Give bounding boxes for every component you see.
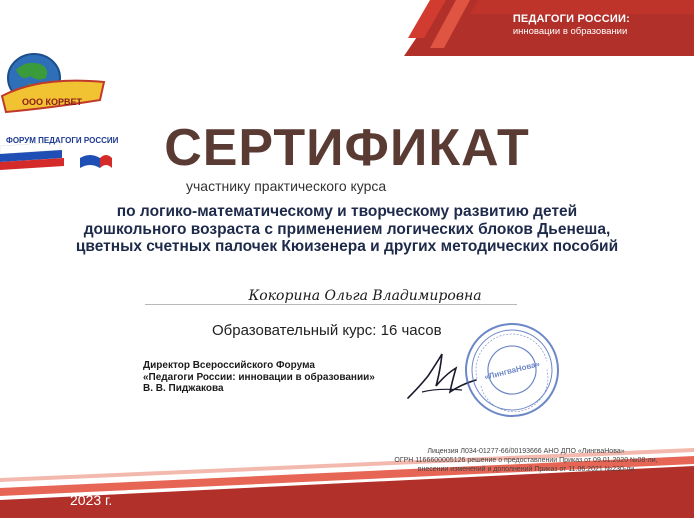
license-info [376, 447, 676, 474]
organization-stamp [462, 320, 562, 420]
forum-logo-text: ФОРУМ ПЕДАГОГИ РОССИИ [6, 136, 119, 145]
certificate-subtitle: участнику практического курса [186, 178, 387, 194]
recipient-name: Кокорина Ольга Владимировна [248, 288, 482, 304]
license-line2: ОГРН 1166600005126 решение о предоставлении Приказ от 09.01.2020 №08-ли, [394, 457, 658, 464]
korvet-logo [0, 42, 112, 120]
brand-line1: ПЕДАГОГИ РОССИИ: [512, 13, 630, 25]
license-line1: Лицензия Л034-01277-66/00193666 АНО ДПО «ЛингваНова» [427, 448, 625, 455]
course-description [0, 203, 694, 256]
director-name: В. В. Пиджакова [143, 383, 224, 394]
director-line1: Директор Всероссийского Форума [143, 360, 315, 371]
course-line: по логико-математическому и творческому развитию детей [116, 203, 578, 220]
certificate-year: 2023 г. [70, 492, 113, 508]
director-line2: «Педагоги России: инновации в образовании» [143, 371, 375, 383]
stamp-center-text: «ЛингваНова» [483, 359, 541, 382]
name-underline [145, 304, 517, 305]
course-hours: Образовательный курс: 16 часов [212, 322, 442, 339]
brand-block [513, 13, 630, 37]
director-block [143, 360, 375, 395]
korvet-logo-text: ООО КОРВЕТ [22, 97, 82, 107]
certificate-title: СЕРТИФИКАТ [164, 119, 530, 177]
brand-line2: инновации в образовании [512, 26, 628, 37]
course-line: дошкольного возраста с применением логических блоков Дьенеша, [83, 220, 611, 238]
course-line: цветных счетных палочек Кюизенера и других методических пособий [75, 238, 619, 255]
license-line3: внесении изменений и дополнений Приказ от 11.06.2021 №230-ли [417, 466, 635, 473]
